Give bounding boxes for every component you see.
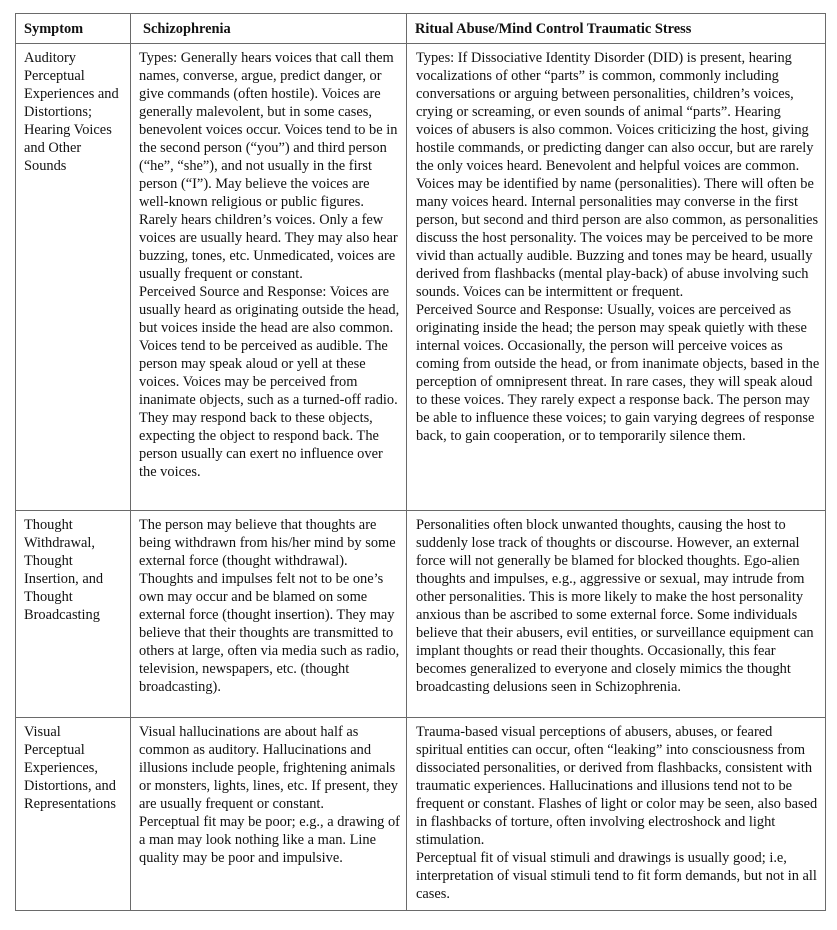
schizophrenia-cell <box>131 511 407 718</box>
header-schizophrenia: Schizophrenia <box>131 14 407 44</box>
header-symptom: Symptom <box>16 14 131 44</box>
header-ritual-abuse: Ritual Abuse/Mind Control Traumatic Stress <box>407 14 826 44</box>
table-row-thought <box>16 511 826 718</box>
paragraph: Trauma-based visual perceptions of abusers, abuses, or feared spiritual entities can occur, often “leaking” into consciousness from dissociated personalities, or derived from flashbacks, consistent with traumatic experiences. Hallucinations and illusions tend not to be frequent or constant. Flashes of light or color may be seen, also based in flashbacks of torture, often involving electroshock and light stimulation. <box>416 724 818 848</box>
paragraph: Perceptual fit may be poor; e.g., a drawing of a man may look nothing like a man. Line quality may be poor and impulsive. <box>139 814 400 866</box>
schizophrenia-cell <box>131 44 407 511</box>
table-header <box>16 14 826 44</box>
header-row <box>16 14 826 44</box>
paragraph: Types: Generally hears voices that call them names, converse, argue, predict danger, or give commands (often hostile). Voices are generally malevolent, but in some cases, benevolent voices occur. Voices tend to be in the second person (“you”) and third person (“he”, “she”), and not usually in the first person (“I”). May believe the voices are well-known religious or public figures. Rarely hears children’s voices. Only a few voices are usually heard. They may also hear buzzing, tones, etc. Unmedicated, voices are usually frequent or constant. <box>139 50 398 282</box>
table-row-auditory <box>16 44 826 511</box>
paragraph: Perceptual fit of visual stimuli and drawings is usually good; i.e, interpretation of visual stimuli tend to fit form demands, but not in all cases. <box>416 850 817 902</box>
symptom-cell: Auditory Perceptual Experiences and Distortions; Hearing Voices and Other Sounds <box>16 44 131 511</box>
paragraph: Types: If Dissociative Identity Disorder (DID) is present, hearing vocalizations of other “parts” is common, commonly including conversations or arguing between personalities, children’s voices, crying or screaming, or even sounds of animal “parts”. Hearing voices of abusers is also common. Voices criticizing the host, giving hostile commands, or predicting danger can also occur, but are rarely the only voices heard. Benevolent and helpful voices are common. Voices may be identified by name (personalities). There will often be many voices heard. Internal personalities may converse in the first person, but second and third person are also common, as personalities discuss the host personality. The voices may be perceived to be more vivid than actually audible. Buzzing and tones may be heard, usually derived from flashbacks (mental play-back) of abuse involving such sounds. Voices can be intermittent or frequent. <box>416 50 819 300</box>
paragraph: Visual hallucinations are about half as common as auditory. Hallucinations and illusions include people, frightening animals or monsters, lights, lines, etc. If present, they are usually frequent or constant. <box>139 724 398 812</box>
ritual-abuse-cell <box>407 511 826 718</box>
paragraph: Personalities often block unwanted thoughts, causing the host to suddenly lose track of thoughts or discourse. However, an external force will not generally be blamed for blocked thoughts. Ego-alien thoughts and impulses, e.g., aggressive or sexual, may intrude from other personalities. This is more likely to make the host personality anxious than be ascribed to some external force. Some individuals believe that their abusers, evil entities, or surveillance equipment can implant thoughts or read their thoughts. Occasionally, this fear becomes generalized to everyone and closely mimics the thought broadcasting delusions seen in Schizophrenia. <box>416 517 814 695</box>
schizophrenia-cell <box>131 718 407 911</box>
ritual-abuse-cell <box>407 718 826 911</box>
comparison-table <box>15 13 826 911</box>
ritual-abuse-cell <box>407 44 826 511</box>
symptom-cell: Visual Perceptual Experiences, Distortions, and Representations <box>16 718 131 911</box>
table-row-visual <box>16 718 826 911</box>
paragraph: Perceived Source and Response: Voices are usually heard as originating outside the head, but voices inside the head are also common. Voices tend to be perceived as audible. The person may speak aloud or yell at these voices. Voices may be perceived from inanimate objects, such as a turned-off radio. They may respond back to these objects, expecting the object to respond back. The person usually can exert no influence over the voices. <box>139 284 400 480</box>
symptom-cell: Thought Withdrawal, Thought Insertion, and Thought Broadcasting <box>16 511 131 718</box>
paragraph: The person may believe that thoughts are being withdrawn from his/her mind by some external force (thought withdrawal). Thoughts and impulses felt not to be one’s own may occur and be blamed on some external force (thought insertion). They may believe that their thoughts are transmitted to others at large, often via media such as radio, television, newspapers, etc. (thought broadcasting). <box>139 517 400 695</box>
paragraph: Perceived Source and Response: Usually, voices are perceived as originating inside the head; the person may speak quietly with these internal voices. Occasionally, the person will perceive voices as coming from outside the head, or from inanimate objects, based in the perception of omnipresent threat. In rare cases, they will speak aloud to these voices. They rarely expect a response back. The person may be able to influence these voices; to gain varying degrees of response back, to gain cooperation, or to temporarily silence them. <box>416 302 820 444</box>
